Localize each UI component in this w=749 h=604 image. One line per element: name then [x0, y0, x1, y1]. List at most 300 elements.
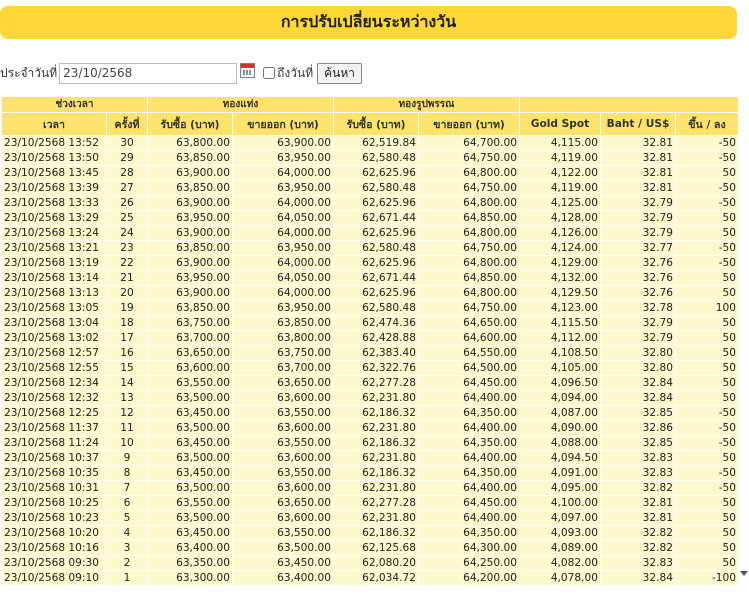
cell-ornament-buy: 62,231.80 — [334, 511, 418, 525]
cell-bar-sell: 63,550.00 — [233, 436, 333, 450]
cell-ornament-sell: 64,750.00 — [419, 301, 519, 315]
cell-time: 23/10/2568 12:34 — [2, 376, 106, 390]
cell-gold-spot: 4,123.00 — [520, 301, 600, 315]
cell-bar-buy: 63,450.00 — [148, 466, 232, 480]
cell-count: 10 — [107, 436, 147, 450]
cell-bar-buy: 63,600.00 — [148, 361, 232, 375]
cell-exchange-rate: 32.82 — [601, 526, 675, 540]
cell-time: 23/10/2568 13:39 — [2, 181, 106, 195]
table-row — [2, 421, 738, 435]
cell-gold-spot: 4,115.00 — [520, 136, 600, 150]
table-row — [2, 301, 738, 315]
cell-exchange-rate: 32.76 — [601, 256, 675, 270]
cell-ornament-sell: 64,750.00 — [419, 151, 519, 165]
cell-bar-buy: 63,900.00 — [148, 196, 232, 210]
cell-time: 23/10/2568 10:35 — [2, 466, 106, 480]
cell-bar-sell: 63,600.00 — [233, 481, 333, 495]
table-row — [2, 451, 738, 465]
cell-count: 28 — [107, 166, 147, 180]
cell-gold-spot: 4,125.00 — [520, 196, 600, 210]
cell-ornament-sell: 64,400.00 — [419, 511, 519, 525]
cell-exchange-rate: 32.82 — [601, 541, 675, 555]
cell-gold-spot: 4,100.00 — [520, 496, 600, 510]
group-header-ornament: ทองรูปพรรณ — [334, 97, 519, 112]
cell-change: -50 — [676, 256, 738, 270]
cell-time: 23/10/2568 12:32 — [2, 391, 106, 405]
table-row — [2, 151, 738, 165]
cell-gold-spot: 4,129.50 — [520, 286, 600, 300]
cell-bar-buy: 63,400.00 — [148, 541, 232, 555]
cell-ornament-sell: 64,800.00 — [419, 166, 519, 180]
cell-bar-sell: 63,400.00 — [233, 571, 333, 585]
table-row — [2, 466, 738, 480]
col-header-count: ครั้งที่ — [107, 113, 147, 135]
cell-ornament-buy: 62,231.80 — [334, 451, 418, 465]
cell-ornament-buy: 62,277.28 — [334, 376, 418, 390]
to-date-checkbox[interactable] — [263, 67, 275, 79]
cell-count: 21 — [107, 271, 147, 285]
cell-count: 14 — [107, 376, 147, 390]
cell-count: 25 — [107, 211, 147, 225]
cell-ornament-buy: 62,580.48 — [334, 151, 418, 165]
table-row — [2, 556, 738, 570]
to-date-label: ถึงวันที่ — [277, 65, 314, 80]
cell-count: 3 — [107, 541, 147, 555]
cell-count: 19 — [107, 301, 147, 315]
table-row — [2, 346, 738, 360]
cell-change: -50 — [676, 181, 738, 195]
cell-ornament-sell: 64,750.00 — [419, 241, 519, 255]
cell-change: 50 — [676, 526, 738, 540]
cell-gold-spot: 4,093.00 — [520, 526, 600, 540]
cell-ornament-sell: 64,350.00 — [419, 466, 519, 480]
cell-change: 50 — [676, 511, 738, 525]
cell-bar-buy: 63,900.00 — [148, 166, 232, 180]
cell-change: 50 — [676, 316, 738, 330]
table-row — [2, 331, 738, 345]
cell-gold-spot: 4,087.00 — [520, 406, 600, 420]
cell-count: 12 — [107, 406, 147, 420]
cell-gold-spot: 4,089.00 — [520, 541, 600, 555]
col-header-ornament-buy: รับซื้อ (บาท) — [334, 113, 418, 135]
cell-ornament-buy: 62,034.72 — [334, 571, 418, 585]
cell-gold-spot: 4,132.00 — [520, 271, 600, 285]
group-header-period: ช่วงเวลา — [2, 97, 147, 112]
cell-exchange-rate: 32.85 — [601, 436, 675, 450]
cell-ornament-buy: 62,322.76 — [334, 361, 418, 375]
cell-time: 23/10/2568 13:19 — [2, 256, 106, 270]
table-row — [2, 511, 738, 525]
cell-ornament-buy: 62,625.96 — [334, 226, 418, 240]
cell-gold-spot: 4,108.50 — [520, 346, 600, 360]
cell-ornament-sell: 64,800.00 — [419, 256, 519, 270]
cell-change: -50 — [676, 466, 738, 480]
cell-bar-buy: 63,850.00 — [148, 241, 232, 255]
cell-ornament-sell: 64,350.00 — [419, 436, 519, 450]
cell-bar-buy: 63,500.00 — [148, 451, 232, 465]
cell-ornament-sell: 64,400.00 — [419, 481, 519, 495]
cell-bar-sell: 63,500.00 — [233, 541, 333, 555]
table-row — [2, 166, 738, 180]
cell-bar-sell: 64,000.00 — [233, 286, 333, 300]
cell-ornament-sell: 64,750.00 — [419, 181, 519, 195]
cell-bar-buy: 63,300.00 — [148, 571, 232, 585]
cell-gold-spot: 4,091.00 — [520, 466, 600, 480]
cell-count: 4 — [107, 526, 147, 540]
cell-gold-spot: 4,088.00 — [520, 436, 600, 450]
cell-bar-buy: 63,800.00 — [148, 136, 232, 150]
date-label: ประจำวันที่ — [0, 65, 58, 80]
cell-count: 5 — [107, 511, 147, 525]
table-row — [2, 376, 738, 390]
cell-bar-sell: 63,600.00 — [233, 511, 333, 525]
cell-bar-sell: 63,600.00 — [233, 421, 333, 435]
cell-time: 23/10/2568 13:02 — [2, 331, 106, 345]
cell-bar-sell: 63,800.00 — [233, 331, 333, 345]
cell-gold-spot: 4,112.00 — [520, 331, 600, 345]
cell-exchange-rate: 32.79 — [601, 331, 675, 345]
cell-ornament-buy: 62,580.48 — [334, 241, 418, 255]
cell-change: -50 — [676, 481, 738, 495]
cell-bar-buy: 63,750.00 — [148, 316, 232, 330]
cell-gold-spot: 4,119.00 — [520, 181, 600, 195]
table-row — [2, 571, 738, 585]
cell-gold-spot: 4,082.00 — [520, 556, 600, 570]
cell-time: 23/10/2568 13:21 — [2, 241, 106, 255]
cell-bar-buy: 63,500.00 — [148, 511, 232, 525]
cell-count: 27 — [107, 181, 147, 195]
cell-time: 23/10/2568 09:30 — [2, 556, 106, 570]
cell-bar-buy: 63,850.00 — [148, 301, 232, 315]
cell-bar-buy: 63,450.00 — [148, 406, 232, 420]
cell-time: 23/10/2568 13:29 — [2, 211, 106, 225]
cell-change: 50 — [676, 361, 738, 375]
col-header-exchange-rate: Baht / US$ — [601, 113, 675, 135]
cell-gold-spot: 4,119.00 — [520, 151, 600, 165]
cell-exchange-rate: 32.81 — [601, 511, 675, 525]
cell-bar-sell: 63,600.00 — [233, 451, 333, 465]
cell-bar-sell: 63,600.00 — [233, 391, 333, 405]
cell-ornament-buy: 62,231.80 — [334, 481, 418, 495]
cell-exchange-rate: 32.81 — [601, 136, 675, 150]
cell-ornament-sell: 64,200.00 — [419, 571, 519, 585]
cell-gold-spot: 4,096.50 — [520, 376, 600, 390]
cell-bar-buy: 63,950.00 — [148, 271, 232, 285]
cell-exchange-rate: 32.83 — [601, 451, 675, 465]
cell-change: 50 — [676, 376, 738, 390]
cell-ornament-sell: 64,450.00 — [419, 496, 519, 510]
cell-bar-buy: 63,900.00 — [148, 226, 232, 240]
col-header-time: เวลา — [2, 113, 106, 135]
cell-ornament-buy: 62,625.96 — [334, 196, 418, 210]
cell-time: 23/10/2568 13:33 — [2, 196, 106, 210]
cell-time: 23/10/2568 10:23 — [2, 511, 106, 525]
cell-ornament-buy: 62,277.28 — [334, 496, 418, 510]
cell-change: -50 — [676, 421, 738, 435]
cell-exchange-rate: 32.83 — [601, 466, 675, 480]
cell-gold-spot: 4,124.00 — [520, 241, 600, 255]
cell-ornament-buy: 62,474.36 — [334, 316, 418, 330]
cell-count: 30 — [107, 136, 147, 150]
cell-exchange-rate: 32.76 — [601, 286, 675, 300]
cell-ornament-sell: 64,250.00 — [419, 556, 519, 570]
cell-change: -50 — [676, 436, 738, 450]
cell-exchange-rate: 32.84 — [601, 376, 675, 390]
cell-bar-sell: 64,000.00 — [233, 166, 333, 180]
cell-exchange-rate: 32.80 — [601, 346, 675, 360]
cell-count: 20 — [107, 286, 147, 300]
cell-ornament-sell: 64,400.00 — [419, 391, 519, 405]
cell-exchange-rate: 32.81 — [601, 166, 675, 180]
cell-bar-buy: 63,700.00 — [148, 331, 232, 345]
cell-count: 18 — [107, 316, 147, 330]
cell-ornament-buy: 62,519.84 — [334, 136, 418, 150]
cell-exchange-rate: 32.83 — [601, 556, 675, 570]
cell-bar-sell: 63,550.00 — [233, 526, 333, 540]
cell-change: 50 — [676, 211, 738, 225]
cell-time: 23/10/2568 11:24 — [2, 436, 106, 450]
cell-change: -50 — [676, 241, 738, 255]
cell-exchange-rate: 32.76 — [601, 271, 675, 285]
cell-ornament-sell: 64,400.00 — [419, 451, 519, 465]
cell-exchange-rate: 32.84 — [601, 391, 675, 405]
cell-ornament-sell: 64,850.00 — [419, 271, 519, 285]
cell-count: 29 — [107, 151, 147, 165]
cell-time: 23/10/2568 13:05 — [2, 301, 106, 315]
cell-gold-spot: 4,097.00 — [520, 511, 600, 525]
cell-count: 17 — [107, 331, 147, 345]
cell-bar-sell: 64,050.00 — [233, 211, 333, 225]
cell-ornament-buy: 62,080.20 — [334, 556, 418, 570]
table-row — [2, 241, 738, 255]
cell-exchange-rate: 32.81 — [601, 181, 675, 195]
calendar-icon[interactable] — [240, 63, 255, 78]
cell-count: 1 — [107, 571, 147, 585]
cell-ornament-sell: 64,500.00 — [419, 361, 519, 375]
cell-time: 23/10/2568 12:25 — [2, 406, 106, 420]
cell-ornament-sell: 64,700.00 — [419, 136, 519, 150]
cell-time: 23/10/2568 11:37 — [2, 421, 106, 435]
cell-change: 50 — [676, 541, 738, 555]
cell-bar-sell: 63,750.00 — [233, 346, 333, 360]
col-header-change: ขึ้น / ลง — [676, 113, 738, 135]
group-header-gold-bar: ทองแท่ง — [148, 97, 333, 112]
cell-gold-spot: 4,095.00 — [520, 481, 600, 495]
col-header-bar-sell: ขายออก (บาท) — [233, 113, 333, 135]
cell-bar-buy: 63,500.00 — [148, 391, 232, 405]
cell-time: 23/10/2568 10:25 — [2, 496, 106, 510]
table-row — [2, 496, 738, 510]
cell-exchange-rate: 32.79 — [601, 196, 675, 210]
cell-ornament-sell: 64,800.00 — [419, 226, 519, 240]
cell-bar-sell: 63,650.00 — [233, 496, 333, 510]
table-row — [2, 271, 738, 285]
cell-bar-buy: 63,900.00 — [148, 256, 232, 270]
cell-bar-buy: 63,350.00 — [148, 556, 232, 570]
cell-exchange-rate: 32.81 — [601, 496, 675, 510]
table-row — [2, 481, 738, 495]
page-title-bar — [0, 6, 737, 39]
cell-exchange-rate: 32.79 — [601, 316, 675, 330]
cell-bar-buy: 63,550.00 — [148, 376, 232, 390]
cell-count: 6 — [107, 496, 147, 510]
cell-time: 23/10/2568 13:24 — [2, 226, 106, 240]
table-row — [2, 226, 738, 240]
cell-bar-sell: 64,050.00 — [233, 271, 333, 285]
cell-bar-buy: 63,450.00 — [148, 436, 232, 450]
cell-ornament-buy: 62,186.32 — [334, 406, 418, 420]
cell-time: 23/10/2568 13:14 — [2, 271, 106, 285]
cell-time: 23/10/2568 10:16 — [2, 541, 106, 555]
col-header-gold-spot: Gold Spot — [520, 113, 600, 135]
cell-bar-buy: 63,900.00 — [148, 286, 232, 300]
page-title: การปรับเปลี่ยนระหว่างวัน — [280, 12, 457, 31]
cell-gold-spot: 4,126.00 — [520, 226, 600, 240]
cell-change: 50 — [676, 391, 738, 405]
cell-ornament-buy: 62,186.32 — [334, 526, 418, 540]
cell-change: 50 — [676, 451, 738, 465]
cell-ornament-sell: 64,600.00 — [419, 331, 519, 345]
cell-count: 26 — [107, 196, 147, 210]
cell-ornament-sell: 64,350.00 — [419, 526, 519, 540]
cell-bar-sell: 63,650.00 — [233, 376, 333, 390]
cell-ornament-buy: 62,428.88 — [334, 331, 418, 345]
cell-change: -100 — [676, 571, 738, 585]
table-row — [2, 541, 738, 555]
table-row — [2, 406, 738, 420]
cell-count: 23 — [107, 241, 147, 255]
cell-ornament-buy: 62,580.48 — [334, 181, 418, 195]
cell-count: 11 — [107, 421, 147, 435]
cell-time: 23/10/2568 10:31 — [2, 481, 106, 495]
cell-bar-buy: 63,650.00 — [148, 346, 232, 360]
cell-ornament-buy: 62,671.44 — [334, 211, 418, 225]
table-row — [2, 436, 738, 450]
cell-count: 24 — [107, 226, 147, 240]
cell-gold-spot: 4,105.00 — [520, 361, 600, 375]
cell-change: 50 — [676, 226, 738, 240]
cell-ornament-buy: 62,625.96 — [334, 286, 418, 300]
cell-ornament-buy: 62,625.96 — [334, 166, 418, 180]
group-header-blank — [520, 97, 738, 112]
cell-ornament-sell: 64,550.00 — [419, 346, 519, 360]
cell-change: -50 — [676, 151, 738, 165]
table-row — [2, 211, 738, 225]
table-row — [2, 316, 738, 330]
cell-bar-sell: 63,700.00 — [233, 361, 333, 375]
cell-exchange-rate: 32.79 — [601, 211, 675, 225]
cell-time: 23/10/2568 09:10 — [2, 571, 106, 585]
cell-gold-spot: 4,094.00 — [520, 391, 600, 405]
cell-time: 23/10/2568 13:13 — [2, 286, 106, 300]
table-row — [2, 256, 738, 270]
cell-ornament-buy: 62,231.80 — [334, 391, 418, 405]
cell-change: -50 — [676, 406, 738, 420]
col-header-bar-buy: รับซื้อ (บาท) — [148, 113, 232, 135]
cell-ornament-buy: 62,186.32 — [334, 466, 418, 480]
cell-bar-buy: 63,850.00 — [148, 181, 232, 195]
cell-ornament-sell: 64,450.00 — [419, 376, 519, 390]
cell-time: 23/10/2568 13:04 — [2, 316, 106, 330]
cell-time: 23/10/2568 12:55 — [2, 361, 106, 375]
cell-gold-spot: 4,090.00 — [520, 421, 600, 435]
cell-exchange-rate: 32.85 — [601, 406, 675, 420]
search-button[interactable]: ค้นหา — [317, 63, 362, 84]
cell-time: 23/10/2568 10:20 — [2, 526, 106, 540]
cell-time: 23/10/2568 13:45 — [2, 166, 106, 180]
cell-exchange-rate: 32.81 — [601, 151, 675, 165]
cell-ornament-buy: 62,125.68 — [334, 541, 418, 555]
date-input[interactable] — [59, 63, 237, 84]
cell-bar-sell: 63,550.00 — [233, 466, 333, 480]
cell-gold-spot: 4,094.50 — [520, 451, 600, 465]
table-row — [2, 361, 738, 375]
cell-bar-sell: 63,850.00 — [233, 316, 333, 330]
cell-time: 23/10/2568 13:50 — [2, 151, 106, 165]
cell-gold-spot: 4,129.00 — [520, 256, 600, 270]
cell-bar-sell: 63,950.00 — [233, 301, 333, 315]
cell-bar-sell: 63,450.00 — [233, 556, 333, 570]
col-header-ornament-sell: ขายออก (บาท) — [419, 113, 519, 135]
cell-exchange-rate: 32.82 — [601, 481, 675, 495]
table-row — [2, 181, 738, 195]
cell-count: 8 — [107, 466, 147, 480]
scroll-down-arrow-icon[interactable] — [739, 560, 749, 590]
cell-change: 50 — [676, 556, 738, 570]
cell-count: 9 — [107, 451, 147, 465]
cell-bar-sell: 64,000.00 — [233, 226, 333, 240]
cell-bar-sell: 64,000.00 — [233, 256, 333, 270]
cell-ornament-sell: 64,350.00 — [419, 406, 519, 420]
cell-bar-sell: 64,000.00 — [233, 196, 333, 210]
cell-change: 50 — [676, 286, 738, 300]
cell-change: 50 — [676, 166, 738, 180]
cell-ornament-buy: 62,231.80 — [334, 421, 418, 435]
cell-time: 23/10/2568 12:57 — [2, 346, 106, 360]
cell-bar-sell: 63,550.00 — [233, 406, 333, 420]
cell-ornament-buy: 62,625.96 — [334, 256, 418, 270]
cell-gold-spot: 4,128.00 — [520, 211, 600, 225]
cell-change: 50 — [676, 496, 738, 510]
cell-bar-buy: 63,850.00 — [148, 151, 232, 165]
cell-bar-buy: 63,550.00 — [148, 496, 232, 510]
cell-ornament-buy: 62,186.32 — [334, 436, 418, 450]
cell-time: 23/10/2568 10:37 — [2, 451, 106, 465]
cell-ornament-sell: 64,800.00 — [419, 196, 519, 210]
cell-bar-buy: 63,450.00 — [148, 526, 232, 540]
cell-time: 23/10/2568 13:52 — [2, 136, 106, 150]
cell-count: 2 — [107, 556, 147, 570]
price-change-table — [1, 96, 739, 586]
search-form — [0, 62, 740, 84]
cell-exchange-rate: 32.80 — [601, 361, 675, 375]
cell-bar-buy: 63,950.00 — [148, 211, 232, 225]
cell-count: 22 — [107, 256, 147, 270]
cell-exchange-rate: 32.78 — [601, 301, 675, 315]
cell-ornament-buy: 62,671.44 — [334, 271, 418, 285]
cell-change: -50 — [676, 136, 738, 150]
cell-bar-sell: 63,900.00 — [233, 136, 333, 150]
cell-ornament-buy: 62,580.48 — [334, 301, 418, 315]
cell-ornament-buy: 62,383.40 — [334, 346, 418, 360]
cell-bar-sell: 63,950.00 — [233, 241, 333, 255]
cell-exchange-rate: 32.86 — [601, 421, 675, 435]
cell-change: -50 — [676, 196, 738, 210]
table-row — [2, 391, 738, 405]
cell-ornament-sell: 64,400.00 — [419, 421, 519, 435]
cell-change: 50 — [676, 271, 738, 285]
cell-gold-spot: 4,078.00 — [520, 571, 600, 585]
